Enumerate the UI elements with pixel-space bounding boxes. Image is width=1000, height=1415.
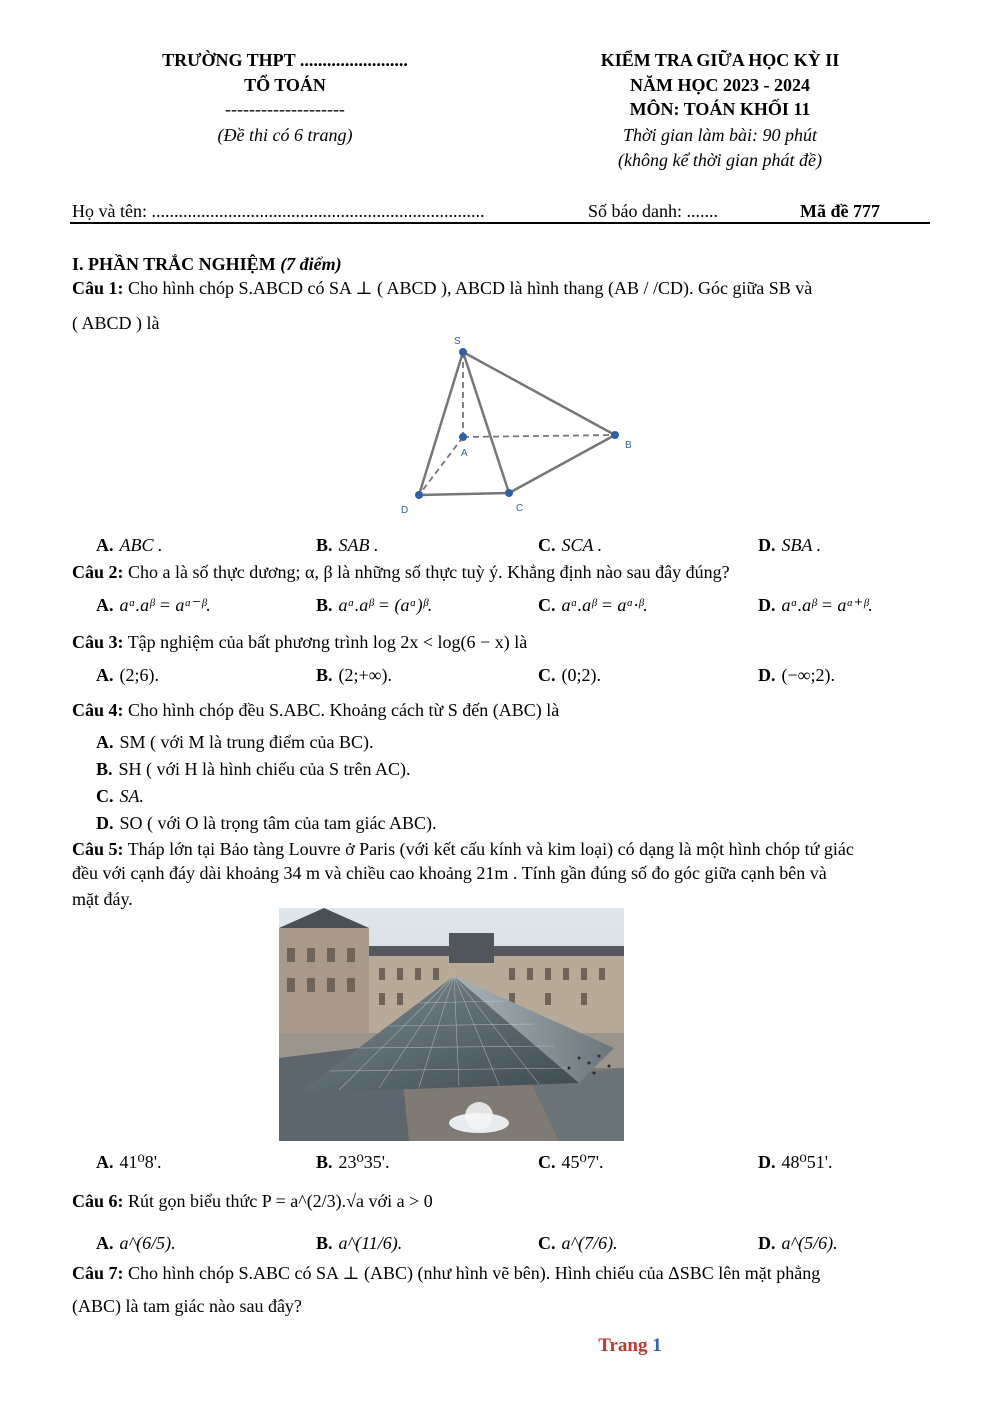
q3-option-c[interactable]: C. (0;2). [538,665,601,685]
question-1-cont: ( ABCD ) là [72,313,160,333]
school-name: TRƯỜNG THPT ........................ [162,50,408,70]
pages-note: (Đề thi có 6 trang) [217,125,353,145]
question-5-line2: đều với cạnh đáy dài khoảng 34 m và chiều cao khoảng 21m . Tính gần đúng số đo góc giữa cạnh bên và [72,863,827,883]
q1-option-d[interactable]: D. SBA . [758,535,822,555]
point-b [611,431,619,439]
exam-code: Mã đề 777 [800,201,880,221]
student-name-field: Họ và tên: .......................................................................... [72,201,485,221]
time-note: (không kể thời gian phát đề) [617,150,823,170]
q5-option-a[interactable]: A. 41⁰8'. [96,1152,162,1172]
q4-option-d[interactable]: D. SO ( với O là trọng tâm của tam giác ABC). [96,813,437,833]
question-4: Câu 4: Cho hình chóp đều S.ABC. Khoảng cách từ S đến (ABC) là [72,700,560,720]
label-d: D [401,505,409,516]
q6-option-a[interactable]: A. a^(6/5). [96,1233,176,1253]
label-s: S [454,336,461,347]
q1-option-b[interactable]: B. SAB . [316,535,379,555]
time-limit: Thời gian làm bài: 90 phút [622,125,818,145]
label-b: B [625,440,632,451]
header-dashes: -------------------- [225,99,345,119]
page-footer: Trang 1 [598,1335,662,1356]
q2-option-b[interactable]: B. aᵅ.aᵝ = (aᵅ)ᵝ. [316,595,433,615]
student-id-field: Số báo danh: ....... [588,201,718,221]
q6-option-c[interactable]: C. a^(7/6). [538,1233,618,1253]
q6-option-d[interactable]: D. a^(5/6). [758,1233,838,1253]
question-1: Câu 1: Cho hình chóp S.ABCD có SA ⊥ ( ABCD ), ABCD là hình thang (AB / /CD). Góc giữa SB và [72,278,813,298]
question-7-cont: (ABC) là tam giác nào sau đây? [72,1296,302,1316]
exam-title: KIỂM TRA GIỮA HỌC KỲ II [600,50,840,70]
q5-option-c[interactable]: C. 45⁰7'. [538,1152,604,1172]
q2-option-a[interactable]: A. aᵅ.aᵝ = aᵅ⁻ᵝ. [96,595,211,615]
pyramid-figure [390,330,650,520]
question-5: Câu 5: Tháp lớn tại Bảo tàng Louvre ở Paris (với kết cấu kính và kim loại) có dạng là một hình chóp tứ giác [72,839,854,859]
label-a: A [461,448,468,459]
q1-option-a[interactable]: A. ABC . [96,535,163,555]
q4-option-a[interactable]: A. SM ( với M là trung điểm của BC). [96,732,374,752]
louvre-photo [279,908,624,1141]
label-c: C [516,503,524,514]
point-c [505,489,513,497]
q5-option-d[interactable]: D. 48⁰51'. [758,1152,833,1172]
point-a [459,433,467,441]
q2-option-d[interactable]: D. aᵅ.aᵝ = aᵅ⁺ᵝ. [758,595,873,615]
question-6: Câu 6: Rút gọn biểu thức P = a^(2/3).√a với a > 0 [72,1191,433,1211]
point-d [415,491,423,499]
q3-option-d[interactable]: D. (−∞;2). [758,665,835,685]
q4-option-b[interactable]: B. SH ( với H là hình chiếu của S trên AC). [96,759,411,779]
question-7: Câu 7: Cho hình chóp S.ABC có SA ⊥ (ABC) (như hình vẽ bên). Hình chiếu của ΔSBC lên mặt phẳng [72,1263,821,1283]
question-2: Câu 2: Cho a là số thực dương; α, β là những số thực tuỳ ý. Khẳng định nào sau đây đúng? [72,562,730,582]
department: TỔ TOÁN [244,75,326,95]
section-title: I. PHẦN TRẮC NGHIỆM (7 điểm) [72,254,342,274]
q5-option-b[interactable]: B. 23⁰35'. [316,1152,390,1172]
q2-option-c[interactable]: C. aᵅ.aᵝ = aᵅ·ᵝ. [538,595,648,615]
q3-option-b[interactable]: B. (2;+∞). [316,665,392,685]
q4-option-c[interactable]: C. SA. [96,786,144,806]
question-3: Câu 3: Tập nghiệm của bất phương trình log 2x < log(6 − x) là [72,632,528,652]
question-5-line3: mặt đáy. [72,889,133,909]
q6-option-b[interactable]: B. a^(11/6). [316,1233,403,1253]
point-s [459,348,467,356]
q3-option-a[interactable]: A. (2;6). [96,665,159,685]
header-divider [70,222,930,224]
school-year: NĂM HỌC 2023 - 2024 [630,75,810,95]
subject: MÔN: TOÁN KHỐI 11 [629,99,811,119]
q1-option-c[interactable]: C. SCA . [538,535,603,555]
